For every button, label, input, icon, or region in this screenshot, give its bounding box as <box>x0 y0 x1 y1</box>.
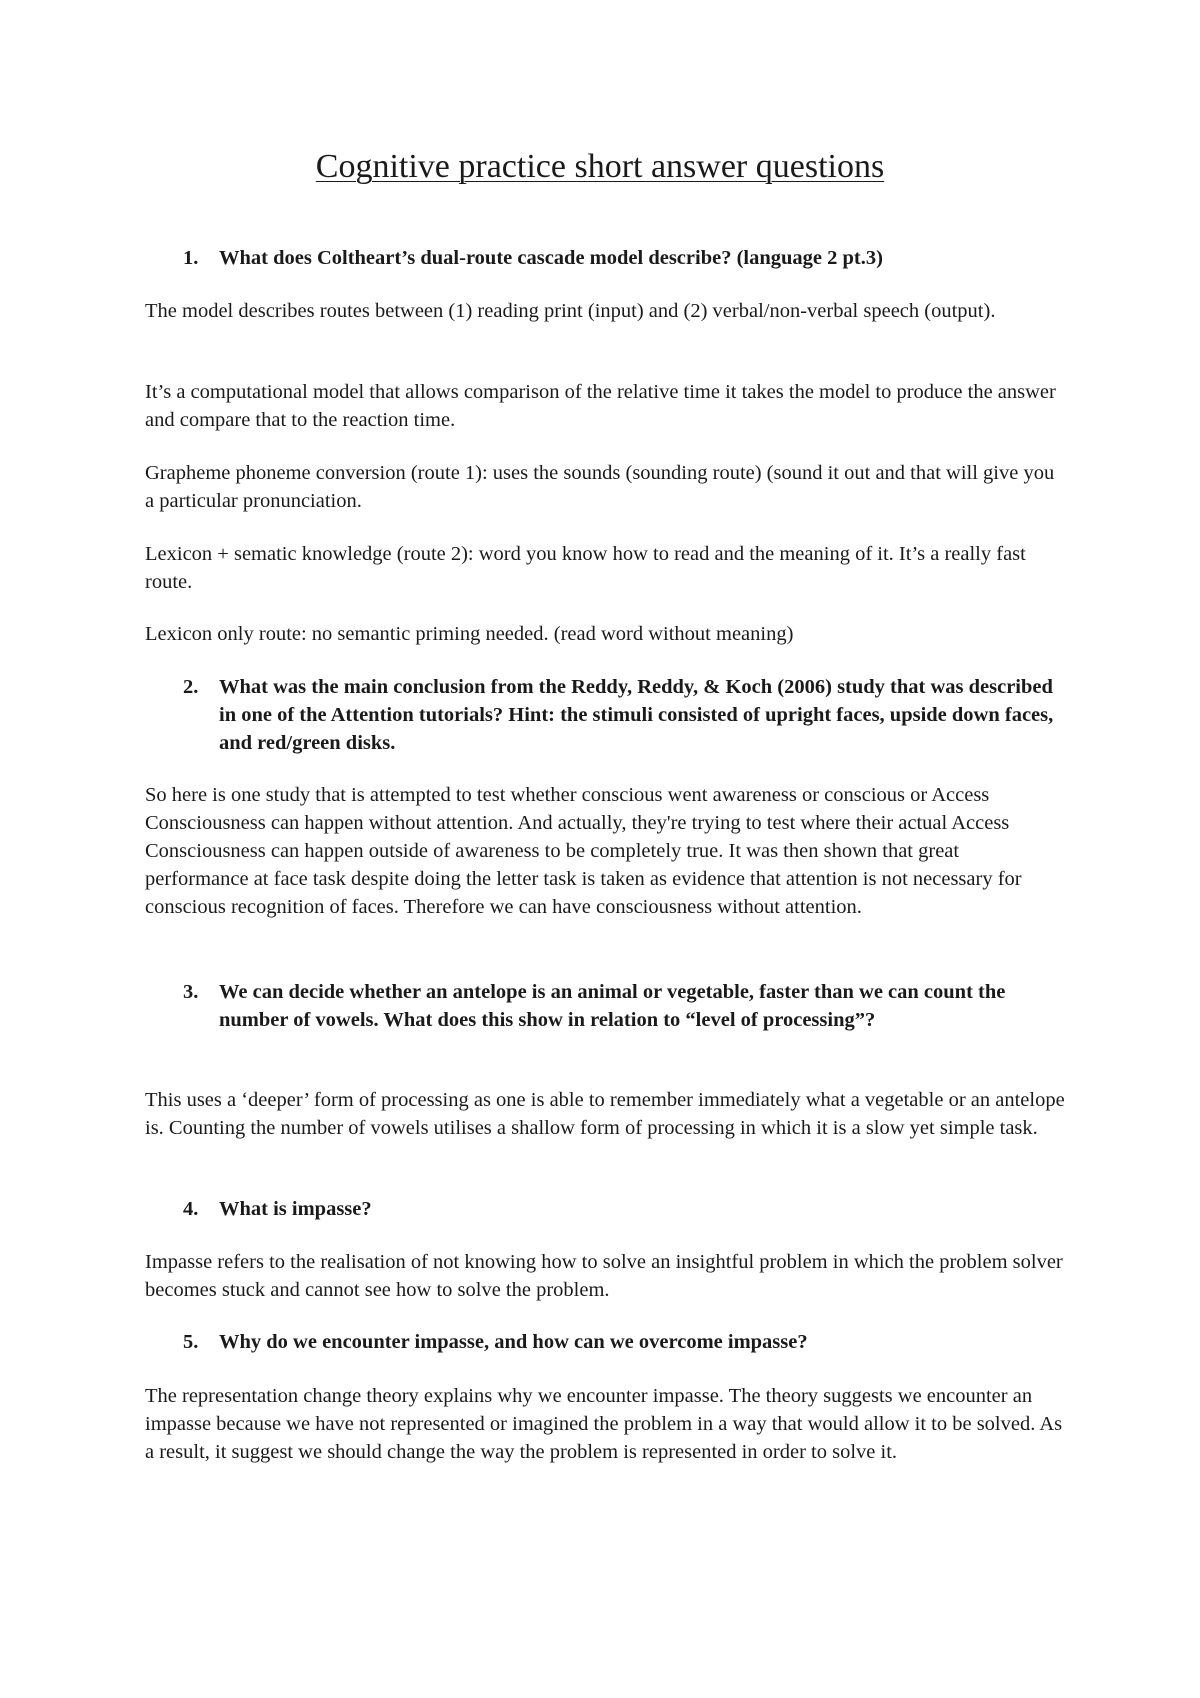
question-number: 2. <box>183 676 199 698</box>
answer-paragraph: Impasse refers to the realisation of not knowing how to solve an insightful problem in which the problem solver becomes stuck and cannot see how to solve the problem. <box>145 1251 1063 1301</box>
question-number: 3. <box>183 981 199 1003</box>
answer-paragraph: Grapheme phoneme conversion (route 1): uses the sounds (sounding route) (sound it out and that will give you a particular pronunciation. <box>145 462 1055 512</box>
answer-paragraph: This uses a ‘deeper’ form of processing as one is able to remember immediately what a vegetable or an antelope is. Counting the number of vowels utilises a shallow form of processing in which it is a slow yet simple task. <box>145 1089 1065 1139</box>
question-text: What was the main conclusion from the Reddy, Reddy, & Koch (2006) study that was described in one of the Attention tutorials? Hint: the stimuli consisted of upright faces, upside down faces, and red/green disks. <box>219 676 1054 754</box>
question-number: 5. <box>183 1331 199 1353</box>
question-2 <box>145 673 1065 757</box>
answer-paragraph: So here is one study that is attempted to test whether conscious went awareness or conscious or Access Consciousness can happen without attention. And actually, they're trying to test where their actual Access Consciousness can happen outside of awareness to be completely true. It was then shown that great performance at face task despite doing the letter task is taken as evidence that attention is not necessary for conscious recognition of faces. Therefore we can have consciousness without attention. <box>145 784 1022 918</box>
question-text: What is impasse? <box>219 1198 372 1220</box>
question-4 <box>145 1195 1065 1223</box>
question-text: We can decide whether an antelope is an animal or vegetable, faster than we can count the number of vowels. What does this show in relation to “level of processing”? <box>219 981 1006 1031</box>
answer-paragraph: It’s a computational model that allows comparison of the relative time it takes the model to produce the answer and compare that to the reaction time. <box>145 381 1056 431</box>
question-5 <box>145 1328 1065 1356</box>
answer-paragraph: The model describes routes between (1) reading print (input) and (2) verbal/non-verbal speech (output). <box>145 300 996 322</box>
answer-paragraph: Lexicon + sematic knowledge (route 2): word you know how to read and the meaning of it. It’s a really fast route. <box>145 543 1026 593</box>
question-number: 1. <box>183 247 199 269</box>
question-number: 4. <box>183 1198 199 1220</box>
answer-paragraph: The representation change theory explains why we encounter impasse. The theory suggests we encounter an impasse because we have not represented or imagined the problem in a way that would allow it to be solved. As a result, it suggest we should change the way the problem is represented in order to solve it. <box>145 1385 1063 1463</box>
question-text: What does Coltheart’s dual-route cascade model describe? (language 2 pt.3) <box>219 247 883 269</box>
page-title: Cognitive practice short answer questions <box>315 148 885 185</box>
answer-paragraph: Lexicon only route: no semantic priming needed. (read word without meaning) <box>145 623 794 645</box>
question-3 <box>145 978 1065 1034</box>
question-text: Why do we encounter impasse, and how can we overcome impasse? <box>219 1331 808 1353</box>
question-1 <box>145 244 1065 272</box>
